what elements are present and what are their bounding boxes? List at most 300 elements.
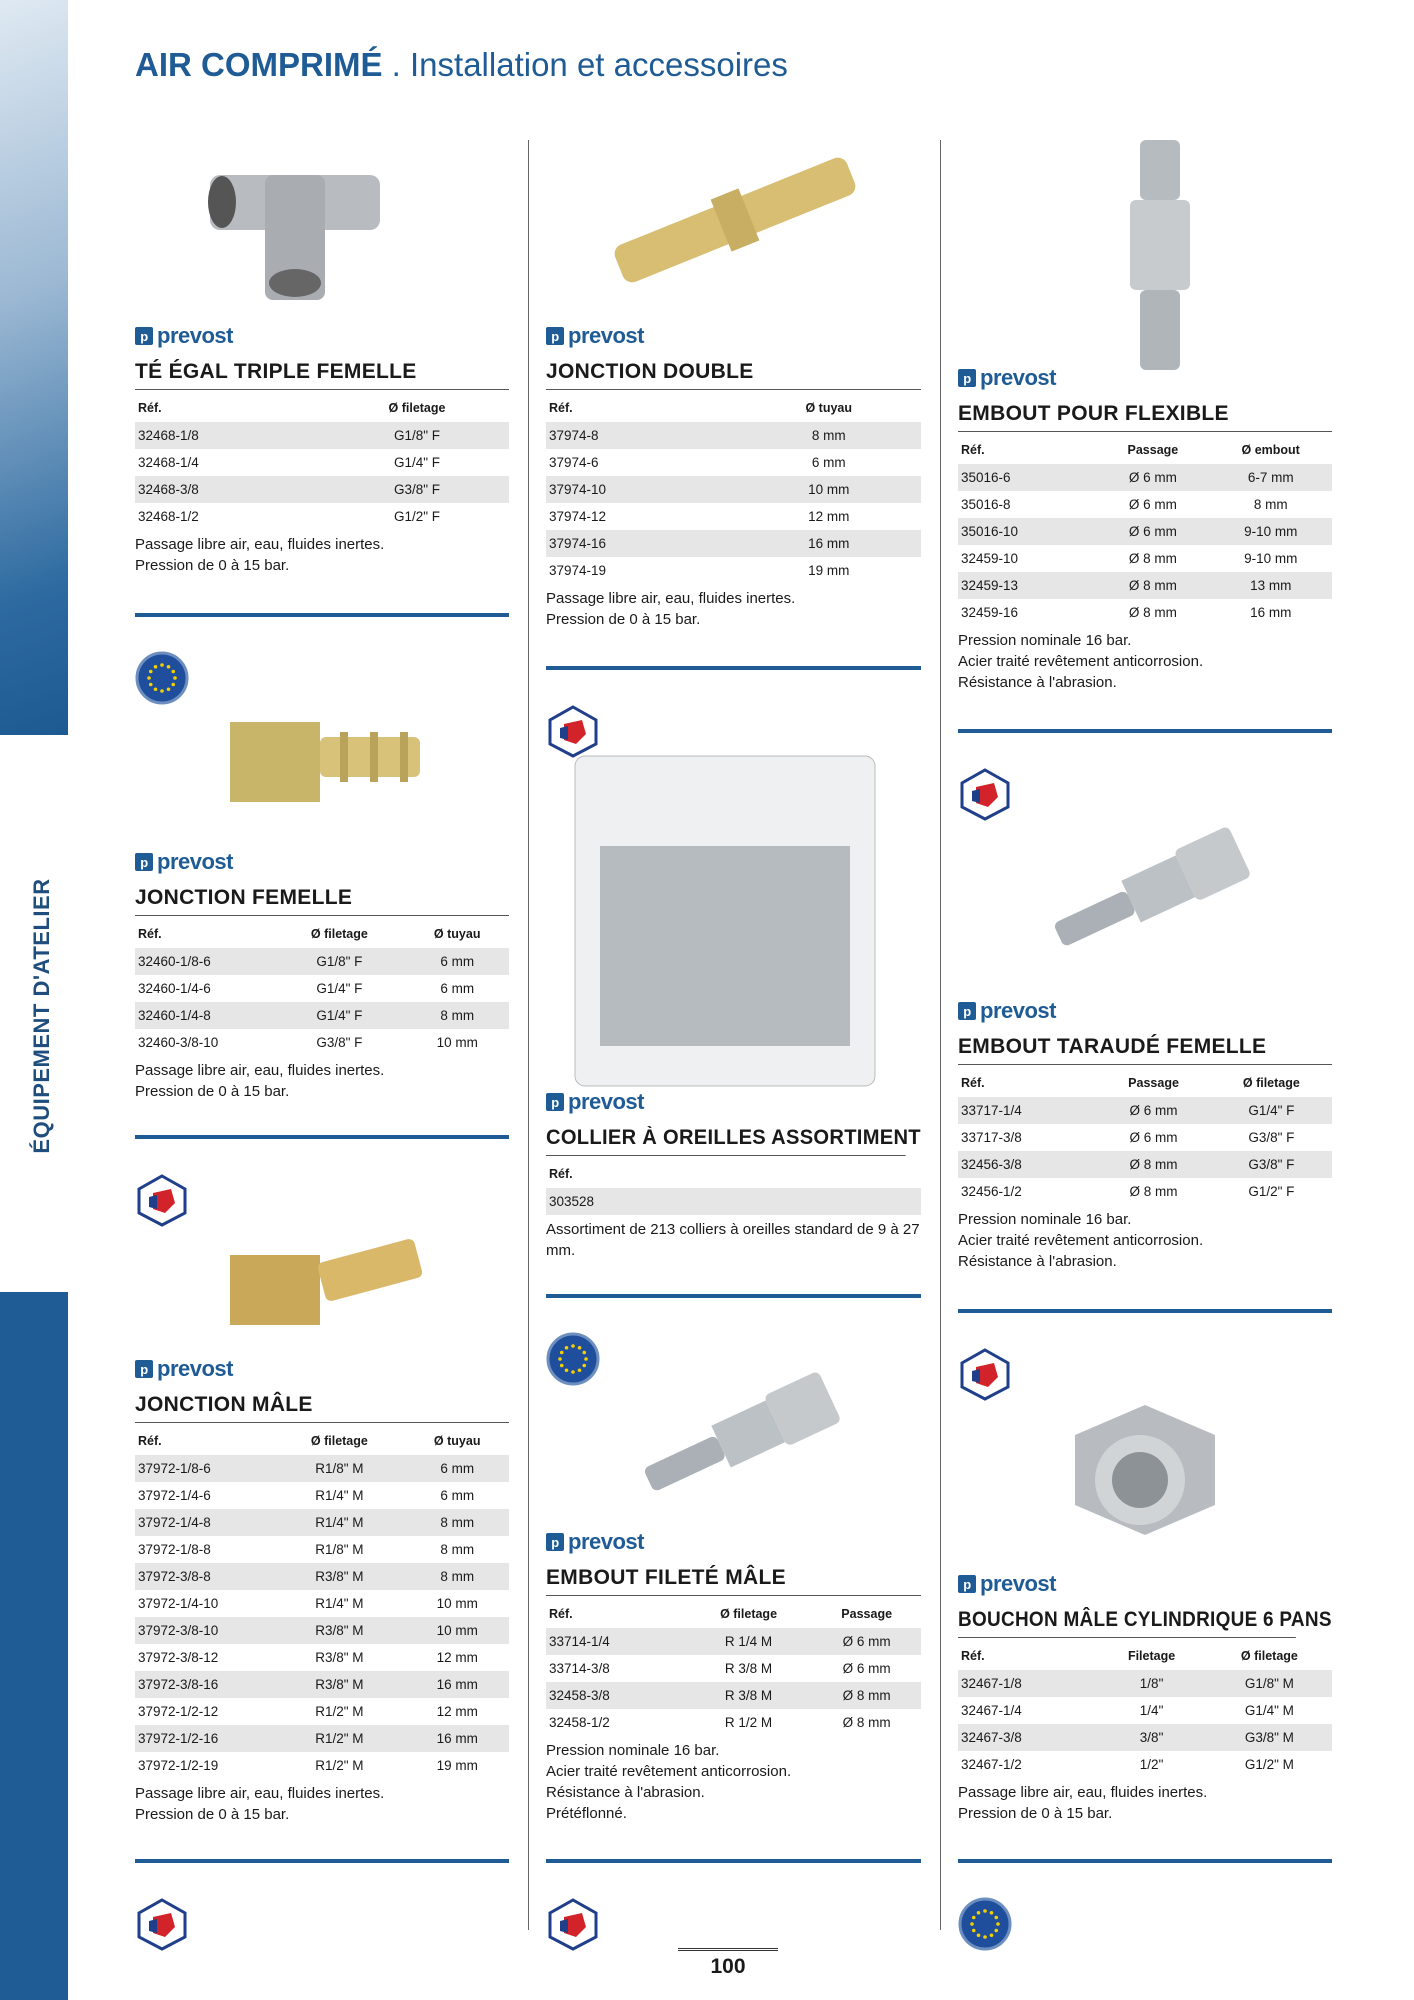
table-row: [546, 1682, 921, 1709]
table-cell: 37972-3/8-10: [135, 1617, 273, 1644]
table-cell: R3/8" M: [273, 1617, 402, 1644]
product-title: EMBOUT TARAUDÉ FEMELLE: [958, 1031, 1332, 1065]
page-title: [135, 46, 788, 84]
column-header: Ø filetage: [720, 1606, 778, 1621]
eu-origin-badge-icon: [958, 1897, 1012, 1951]
product-collier: [546, 1088, 921, 1261]
table-cell: G1/4" F: [393, 455, 441, 470]
table-cell: 37972-1/2-16: [135, 1725, 273, 1752]
table-cell: Ø 6 mm: [809, 1628, 921, 1655]
table-row: [135, 975, 509, 1002]
table-cell: G1/4" F: [316, 981, 363, 996]
table-row: [546, 476, 921, 503]
table-cell: 32459-16: [961, 605, 1019, 620]
description-line: Résistance à l'abrasion.: [958, 1253, 1117, 1270]
section-rule: [135, 1859, 509, 1863]
table-cell: 6 mm: [440, 1488, 475, 1503]
table-row: [546, 1188, 921, 1215]
description-line: Résistance à l'abrasion.: [546, 1784, 705, 1801]
product-embout-flexible: [958, 364, 1332, 693]
table-cell: 37972-3/8-16: [135, 1671, 273, 1698]
description-line: Acier traité revêtement anticorrosion.: [958, 653, 1204, 670]
column-header: Ø filetage: [388, 400, 446, 415]
table-cell: G1/4" M: [1244, 1703, 1294, 1718]
description-line: Passage libre air, eau, fluides inertes.: [135, 1062, 385, 1079]
table-cell: 19 mm: [808, 563, 850, 578]
table-cell: 32468-1/4: [138, 455, 199, 470]
table-cell: 37972-3/8-12: [138, 1650, 219, 1665]
table-row: [958, 545, 1332, 572]
table-row: [546, 449, 921, 476]
brand-icon: p: [135, 853, 153, 871]
column-header: Réf.: [961, 1648, 985, 1663]
table-row: [135, 1002, 509, 1029]
table-cell: 35016-6: [958, 464, 1096, 491]
description-line: Prétéflonné.: [546, 1805, 627, 1822]
table-cell: 8 mm: [440, 1542, 475, 1557]
table-cell: Ø 8 mm: [1128, 551, 1177, 566]
table-row: [546, 503, 921, 530]
brand-logo: p prevost: [958, 1570, 1332, 1598]
table-cell: 9-10 mm: [1244, 551, 1298, 566]
title-sub: . Installation et accessoires: [382, 46, 788, 83]
table-cell: 8 mm: [402, 1002, 509, 1029]
table-cell: 10 mm: [436, 1596, 478, 1611]
table-cell: 6-7 mm: [1206, 464, 1332, 491]
table-row: [135, 1671, 509, 1698]
product-title: JONCTION MÂLE: [135, 1389, 509, 1423]
brand-icon: p: [546, 1533, 564, 1551]
table-cell: Ø 8 mm: [809, 1682, 921, 1709]
table-cell: 37972-1/2-12: [138, 1704, 219, 1719]
table-cell: G3/8" F: [322, 476, 509, 503]
product-te-egal: [135, 322, 509, 576]
brand-logo: p prevost: [958, 364, 1332, 392]
section-rule: [546, 1859, 921, 1863]
column-header: Ø filetage: [1240, 1648, 1298, 1663]
table-cell: R 1/2 M: [724, 1715, 773, 1730]
table-cell: 32458-3/8: [546, 1682, 685, 1709]
table-cell: G3/8" M: [1204, 1724, 1332, 1751]
brand-icon: p: [135, 1360, 153, 1378]
table-cell: R1/2" M: [315, 1704, 364, 1719]
table-cell: 33714-1/4: [546, 1628, 685, 1655]
table-cell: R 3/8 M: [724, 1661, 773, 1676]
brand-icon: p: [958, 1002, 976, 1020]
made-in-france-badge-icon: [958, 1347, 1012, 1401]
table-row: [546, 1655, 921, 1682]
table-row: [135, 1590, 509, 1617]
table-cell: 33717-3/8: [961, 1130, 1022, 1145]
brand-logo: p prevost: [135, 322, 509, 350]
table-cell: 33717-1/4: [958, 1097, 1096, 1124]
table-cell: R1/8" M: [273, 1455, 402, 1482]
table-cell: Ø 8 mm: [1128, 605, 1177, 620]
brand-logo: p prevost: [958, 997, 1332, 1025]
table-row: [135, 1617, 509, 1644]
column-header: Passage: [841, 1606, 893, 1621]
table-row: [135, 948, 509, 975]
table-cell: G3/8" F: [316, 1035, 363, 1050]
section-label: ÉQUIPEMENT D'ATELIER: [29, 878, 54, 1154]
brand-logo: p prevost: [546, 1088, 921, 1116]
column-header: Réf.: [138, 1433, 162, 1448]
table-cell: Ø 6 mm: [1096, 518, 1206, 545]
brand-icon: p: [135, 327, 153, 345]
table-cell: Ø 8 mm: [842, 1715, 891, 1730]
table-row: [958, 491, 1332, 518]
table-cell: 13 mm: [1206, 572, 1332, 599]
column-header: Passage: [1128, 1075, 1179, 1090]
description-line: Acier traité revêtement anticorrosion.: [958, 1232, 1204, 1249]
table-row: [546, 530, 921, 557]
table-row: [958, 1097, 1332, 1124]
table-row: [958, 1697, 1332, 1724]
column-header: Ø tuyau: [433, 926, 481, 941]
title-main: AIR COMPRIMÉ: [135, 46, 383, 83]
product-title: EMBOUT FILETÉ MÂLE: [546, 1562, 921, 1596]
column-header: Passage: [1127, 442, 1179, 457]
made-in-france-badge-icon: [135, 1897, 189, 1951]
product-image: [220, 1195, 430, 1345]
table-cell: 37972-3/8-8: [135, 1563, 273, 1590]
column-header: Ø filetage: [310, 926, 368, 941]
table-cell: 35016-8: [961, 497, 1011, 512]
table-cell: Ø 6 mm: [1096, 464, 1206, 491]
table-cell: 19 mm: [436, 1758, 478, 1773]
table-cell: 37974-16: [546, 530, 734, 557]
description-line: Pression nominale 16 bar.: [958, 632, 1132, 649]
table-cell: 1/8": [1096, 1670, 1203, 1697]
table-row: [546, 1709, 921, 1736]
table-row: [135, 1644, 509, 1671]
brand-icon: p: [546, 1093, 564, 1111]
table-cell: 32459-13: [958, 572, 1096, 599]
section-rule: [546, 1294, 921, 1298]
description-line: Passage libre air, eau, fluides inertes.: [958, 1784, 1208, 1801]
table-cell: 37972-1/2-19: [138, 1758, 219, 1773]
sidebar-decor: [0, 0, 68, 735]
product-table: [958, 1641, 1332, 1778]
table-cell: 32467-1/4: [961, 1703, 1022, 1718]
product-description: [958, 630, 1332, 693]
description-line: Pression nominale 16 bar.: [546, 1742, 720, 1759]
product-image: [1100, 135, 1220, 375]
product-description: [958, 1782, 1332, 1824]
brand-icon: p: [958, 369, 976, 387]
table-row: [958, 572, 1332, 599]
table-cell: 6 mm: [402, 948, 509, 975]
description-line: Pression nominale 16 bar.: [958, 1211, 1132, 1228]
table-row: [135, 1752, 509, 1779]
column-header: Filetage: [1127, 1648, 1176, 1663]
product-table: [135, 919, 509, 1056]
section-rule: [958, 729, 1332, 733]
product-title: COLLIER À OREILLES ASSORTIMENT: [546, 1122, 906, 1156]
table-cell: Ø 8 mm: [1096, 572, 1206, 599]
table-cell: R 1/4 M: [685, 1628, 810, 1655]
table-row: [135, 503, 509, 530]
product-jonction-double: [546, 322, 921, 630]
product-title: EMBOUT POUR FLEXIBLE: [958, 398, 1332, 432]
column-header: Réf.: [549, 400, 573, 415]
table-cell: 6 mm: [440, 981, 475, 996]
column-header: Réf.: [549, 1166, 573, 1181]
description-line: Passage libre air, eau, fluides inertes.: [135, 536, 385, 553]
table-cell: 10 mm: [436, 1035, 478, 1050]
column-header: Ø tuyau: [433, 1433, 481, 1448]
table-row: [135, 476, 509, 503]
table-cell: 6 mm: [402, 1455, 509, 1482]
table-cell: 32460-1/4-6: [138, 981, 211, 996]
description-line: Résistance à l'abrasion.: [958, 674, 1117, 691]
column-header: Réf.: [138, 400, 162, 415]
eu-origin-badge-icon: [135, 651, 189, 705]
table-cell: 12 mm: [436, 1650, 478, 1665]
brand-logo: p prevost: [135, 1355, 509, 1383]
table-row: [135, 1455, 509, 1482]
table-cell: 32456-3/8: [958, 1151, 1096, 1178]
table-cell: 37974-19: [549, 563, 607, 578]
product-title: TÉ ÉGAL TRIPLE FEMELLE: [135, 356, 509, 390]
table-cell: Ø 6 mm: [842, 1661, 891, 1676]
table-cell: G1/2" M: [1244, 1757, 1294, 1772]
table-row: [546, 1628, 921, 1655]
table-cell: R1/2" M: [273, 1725, 402, 1752]
table-row: [958, 1751, 1332, 1778]
table-cell: 37972-1/4-8: [135, 1509, 273, 1536]
table-cell: Ø 6 mm: [1096, 1097, 1207, 1124]
table-cell: 8 mm: [1253, 497, 1288, 512]
product-embout-taraude: [958, 997, 1332, 1272]
table-row: [135, 1698, 509, 1725]
product-jonction-male: [135, 1355, 509, 1825]
product-description: [546, 588, 921, 630]
description-line: Passage libre air, eau, fluides inertes.: [135, 1785, 385, 1802]
table-row: [135, 422, 509, 449]
brand-icon: p: [546, 327, 564, 345]
section-rule: [958, 1309, 1332, 1313]
product-description: [135, 1783, 509, 1825]
description-line: Pression de 0 à 15 bar.: [135, 1083, 290, 1100]
column-header: Réf.: [961, 1075, 985, 1090]
table-cell: 32467-1/8: [958, 1670, 1096, 1697]
table-row: [135, 1563, 509, 1590]
table-cell: 32468-3/8: [135, 476, 322, 503]
table-cell: 8 mm: [402, 1563, 509, 1590]
product-jonction-femelle: [135, 848, 509, 1102]
table-cell: 303528: [546, 1188, 921, 1215]
product-embout-filete: [546, 1528, 921, 1824]
description-line: Acier traité revêtement anticorrosion.: [546, 1763, 792, 1780]
table-cell: G1/4" F: [1208, 1097, 1332, 1124]
table-row: [546, 422, 921, 449]
product-image: [555, 746, 895, 1096]
table-cell: R3/8" M: [315, 1650, 364, 1665]
product-table: [135, 393, 509, 530]
table-cell: R3/8" M: [273, 1671, 402, 1698]
table-cell: 8 mm: [734, 422, 922, 449]
table-row: [546, 557, 921, 584]
table-row: [135, 1482, 509, 1509]
table-cell: 32467-1/2: [961, 1757, 1022, 1772]
table-cell: 37972-1/4-6: [138, 1488, 211, 1503]
table-cell: 32467-3/8: [958, 1724, 1096, 1751]
table-row: [135, 1029, 509, 1056]
table-cell: R1/2" M: [315, 1758, 364, 1773]
table-cell: 16 mm: [402, 1725, 509, 1752]
table-row: [958, 464, 1332, 491]
product-image: [630, 1365, 850, 1515]
table-cell: 33714-3/8: [549, 1661, 610, 1676]
table-cell: G3/8" F: [1208, 1151, 1332, 1178]
table-cell: 32459-10: [961, 551, 1019, 566]
product-image: [200, 135, 390, 305]
section-rule: [958, 1859, 1332, 1863]
table-cell: G3/8" F: [1248, 1130, 1295, 1145]
table-row: [135, 449, 509, 476]
product-image: [1040, 820, 1260, 970]
table-cell: 6 mm: [811, 455, 846, 470]
table-row: [958, 599, 1332, 626]
table-cell: 3/8": [1096, 1724, 1203, 1751]
section-rule: [135, 1135, 509, 1139]
table-cell: 32468-1/2: [138, 509, 199, 524]
table-cell: 37972-1/8-6: [135, 1455, 273, 1482]
table-row: [958, 518, 1332, 545]
table-cell: 10 mm: [734, 476, 922, 503]
product-description: [135, 1060, 509, 1102]
column-header: Réf.: [138, 926, 162, 941]
table-cell: 16 mm: [734, 530, 922, 557]
description-line: Pression de 0 à 15 bar.: [546, 611, 701, 628]
table-cell: 16 mm: [1250, 605, 1292, 620]
table-cell: 16 mm: [402, 1671, 509, 1698]
table-cell: R1/4" M: [315, 1488, 364, 1503]
product-table: [958, 1068, 1332, 1205]
table-cell: 32460-3/8-10: [138, 1035, 219, 1050]
table-row: [958, 1724, 1332, 1751]
table-cell: 32460-1/8-6: [135, 948, 273, 975]
description-line: Pression de 0 à 15 bar.: [135, 1806, 290, 1823]
made-in-france-badge-icon: [546, 1897, 600, 1951]
table-cell: 35016-10: [958, 518, 1096, 545]
table-row: [958, 1178, 1332, 1205]
brand-logo: p prevost: [546, 1528, 921, 1556]
product-description: [546, 1219, 921, 1261]
table-cell: G1/2" F: [1248, 1184, 1295, 1199]
table-cell: 32458-1/2: [549, 1715, 610, 1730]
table-cell: 9-10 mm: [1206, 518, 1332, 545]
table-cell: G1/8" F: [273, 948, 402, 975]
product-table: [546, 393, 921, 584]
table-row: [958, 1151, 1332, 1178]
table-cell: G1/8" M: [1204, 1670, 1332, 1697]
table-cell: Ø 8 mm: [1129, 1184, 1178, 1199]
brand-logo: p prevost: [546, 322, 921, 350]
table-cell: 32456-1/2: [961, 1184, 1022, 1199]
column-divider: [528, 140, 529, 1930]
table-cell: 37972-1/8-8: [138, 1542, 211, 1557]
table-cell: 1/4": [1139, 1703, 1164, 1718]
product-description: [135, 534, 509, 576]
product-image: [1060, 1395, 1230, 1545]
table-cell: R 3/8 M: [685, 1682, 810, 1709]
description-line: Assortiment de 213 colliers à oreilles standard de 9 à 27 mm.: [546, 1221, 920, 1259]
description-line: Pression de 0 à 15 bar.: [958, 1805, 1113, 1822]
table-cell: 37972-1/4-10: [138, 1596, 219, 1611]
product-image: [600, 140, 870, 300]
table-cell: Ø 8 mm: [1096, 1151, 1207, 1178]
description-line: Passage libre air, eau, fluides inertes.: [546, 590, 796, 607]
section-rule: [546, 666, 921, 670]
table-cell: R3/8" M: [273, 1563, 402, 1590]
product-table: [546, 1159, 921, 1215]
table-row: [958, 1670, 1332, 1697]
sidebar-band: [0, 1292, 68, 2000]
column-header: Ø filetage: [310, 1433, 368, 1448]
table-cell: G1/8" F: [322, 422, 509, 449]
product-image: [220, 682, 430, 822]
table-cell: 37974-8: [546, 422, 734, 449]
table-row: [958, 1124, 1332, 1151]
brand-logo: p prevost: [135, 848, 509, 876]
table-cell: Ø 6 mm: [1129, 1130, 1178, 1145]
table-cell: 10 mm: [402, 1617, 509, 1644]
table-cell: R1/4" M: [273, 1509, 402, 1536]
product-description: [958, 1209, 1332, 1272]
table-cell: 37974-10: [546, 476, 734, 503]
eu-origin-badge-icon: [546, 1332, 600, 1386]
product-table: [135, 1426, 509, 1779]
description-line: Pression de 0 à 15 bar.: [135, 557, 290, 574]
made-in-france-badge-icon: [958, 767, 1012, 821]
product-title: JONCTION FEMELLE: [135, 882, 509, 916]
made-in-france-badge-icon: [135, 1173, 189, 1227]
table-cell: 32468-1/8: [135, 422, 322, 449]
table-cell: 12 mm: [436, 1704, 478, 1719]
table-row: [135, 1725, 509, 1752]
column-header: Réf.: [549, 1606, 573, 1621]
table-cell: G1/4" F: [273, 1002, 402, 1029]
column-header: Ø tuyau: [805, 400, 853, 415]
table-cell: 37974-12: [549, 509, 607, 524]
table-cell: 37974-6: [549, 455, 599, 470]
product-description: [546, 1740, 921, 1824]
table-cell: Ø 6 mm: [1128, 497, 1177, 512]
product-table: [546, 1599, 921, 1736]
table-cell: 32460-1/4-8: [135, 1002, 273, 1029]
column-header: Réf.: [961, 442, 985, 457]
table-cell: R1/4" M: [315, 1596, 364, 1611]
table-cell: 1/2": [1139, 1757, 1164, 1772]
table-cell: 12 mm: [808, 509, 850, 524]
page-number: 100: [678, 1948, 778, 1979]
product-title: BOUCHON MÂLE CYLINDRIQUE 6 PANS: [958, 1604, 1296, 1638]
product-title: JONCTION DOUBLE: [546, 356, 921, 390]
product-table: [958, 435, 1332, 626]
column-divider: [940, 140, 941, 1930]
table-cell: 8 mm: [402, 1509, 509, 1536]
brand-icon: p: [958, 1575, 976, 1593]
product-bouchon: [958, 1570, 1332, 1824]
table-cell: R1/8" M: [315, 1542, 364, 1557]
column-header: Ø filetage: [1242, 1075, 1300, 1090]
section-rule: [135, 613, 509, 617]
table-row: [135, 1509, 509, 1536]
table-cell: G1/2" F: [393, 509, 441, 524]
table-row: [135, 1536, 509, 1563]
